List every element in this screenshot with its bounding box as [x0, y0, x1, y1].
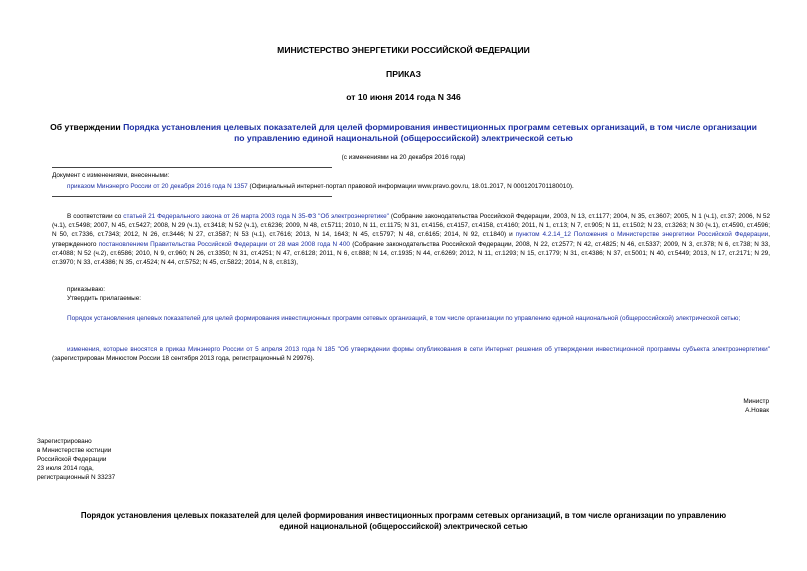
amendment-order-link[interactable]: приказом Минэнерго России от 20 декабря 2016 года N 1357	[67, 183, 248, 190]
regulation-point-link[interactable]: пунктом 4.2.14_12 Положения о Министерстве энергетики Российской Федерации	[515, 231, 769, 239]
title-link-part2[interactable]: по управлению единой национальной (общероссийской) электрической сетью	[234, 133, 573, 143]
approved-item-amendments	[52, 345, 770, 363]
preamble-text-4: (Собрание законодательства Российской Федерации, 2008, N 22, ст.2577; N 42, ст.4825; N 46, ст.5337; 2009, N 3, ст.378; N 6, ст.738; N 33, ст.4088; N 52 (ч.2), ст.6586; 2010, N 9, ст.960; N 26, ст.3350; N 31, ст.4251; N 47, ст.6128; 2011, N 6, ст.888; N 14, ст.1935; N 44, ст.6269; 2012, N 11, ст.1293; N 15, ст.1779; N 31, ст.4386; N 37, ст.5001; N 40, ст.5449; 2013, N 17, ст.2171; N 29, ст.3970; N 33, ст.4386; N 35, ст.4524; N 44, ст.5752; N 45, ст.5822; 2014, N 8, ст.813),	[52, 240, 770, 267]
signature-position: Министр	[743, 398, 769, 405]
divider-top	[52, 167, 332, 168]
signature-block	[743, 397, 769, 415]
footer-procedure-title	[0, 510, 807, 532]
approve-text: Утвердить прилагаемые:	[67, 295, 142, 302]
title-line-1	[0, 122, 807, 133]
signature-name: А.Новак	[745, 407, 769, 414]
government-decree-link[interactable]: постановлением Правительства Российской Федерации от 28 мая 2008 года N 400	[98, 240, 350, 248]
amendments-line	[67, 182, 574, 191]
registration-block	[37, 437, 115, 482]
document-title	[0, 122, 807, 144]
amendments-order-185-link[interactable]: изменения, которые вносятся в приказ Минэнерго России от 5 апреля 2013 года N 185 "Об утверждении формы опубликования в сети Интернет решения об утверждении инвестиционной программы субъекта электроэнергетики"	[67, 346, 770, 353]
footer-title-line-1: Порядок установления целевых показателей для целей формирования инвестиционных программ сетевых организаций, в том числе организации по управлению	[80, 511, 727, 520]
approved-item-procedure-link[interactable]: Порядок установления целевых показателей для целей формирования инвестиционных программ сетевых организаций, в том числе организации по управлению единой национальной (общероссийской) электрической сетью;	[67, 315, 741, 322]
registration-line: Зарегистрировано	[37, 438, 92, 445]
registration-line: 23 июля 2014 года,	[37, 465, 94, 472]
preamble-text-2: (Собрание законодательства Российской Федерации, 2003, N 13, ст.1177; 2004, N 35, ст.3607; 2005, N 1 (ч.1), ст.37; 2006, N 52 (ч.1), ст.5498; 2007, N 45, ст.5427; 2008, N 29 (ч.1), ст.3418; N 52 (ч.1), ст.6236; 2009, N 48, ст.5711; 2010, N 11, ст.1175; N 31, ст.4156, ст.4157, ст.4158, ст.4160; 2011, N 1, ст.13; N 7, ст.905; N 11, ст.1502; N 23, ст.3263; N 30 (ч.1), ст.4590, ст.4596; N 50, ст.7336, ст.7343; 2012, N 26, ст.3446; N 27, ст.3587; N 53 (ч.1), ст.7616; 2013, N 14, 1643; N 45, ст.5797; N 48, ст.6165; 2014, N 92, ст.1840) и	[52, 213, 771, 239]
footer-title-line-2: единой национальной (общероссийской) электрической сетью	[279, 522, 528, 531]
revision-note: (с изменениями на 20 декабря 2016 года)	[341, 154, 466, 161]
registration-line: регистрационный N 33237	[37, 474, 116, 481]
registration-line: Российской Федерации	[37, 456, 107, 463]
amendment-source: (Официальный интернет-портал правовой информации www.pravo.gov.ru, 18.01.2017, N 0001201701180010).	[247, 183, 574, 190]
federal-law-link[interactable]: статьей 21 Федерального закона от 26 марта 2003 года N 35-ФЗ "Об электроэнергетике"	[123, 213, 389, 220]
doc-type-heading: ПРИКАЗ	[386, 69, 421, 79]
amendments-registration-note: (зарегистрирован Минюстом России 18 сентября 2013 года, регистрационный N 29976).	[52, 355, 315, 363]
amendments-intro: Документ с изменениями, внесенными:	[52, 172, 170, 179]
preamble-paragraph	[52, 212, 770, 267]
divider-bottom	[52, 196, 332, 197]
title-prefix: Об утверждении	[50, 122, 124, 132]
ministry-heading: МИНИСТЕРСТВО ЭНЕРГЕТИКИ РОССИЙСКОЙ ФЕДЕРАЦИИ	[277, 45, 530, 55]
title-link-part1[interactable]: Порядка установления целевых показателей для целей формирования инвестиционных программ сетевых организаций, в том числе организации	[123, 122, 757, 132]
date-number-heading: от 10 июня 2014 года N 346	[346, 92, 461, 102]
registration-line: в Министерстве юстиции	[37, 447, 112, 454]
preamble-text-1: В соответствии со	[67, 213, 124, 220]
order-word: приказываю:	[67, 286, 105, 293]
preamble-text-3: , утвержденного	[52, 231, 770, 248]
